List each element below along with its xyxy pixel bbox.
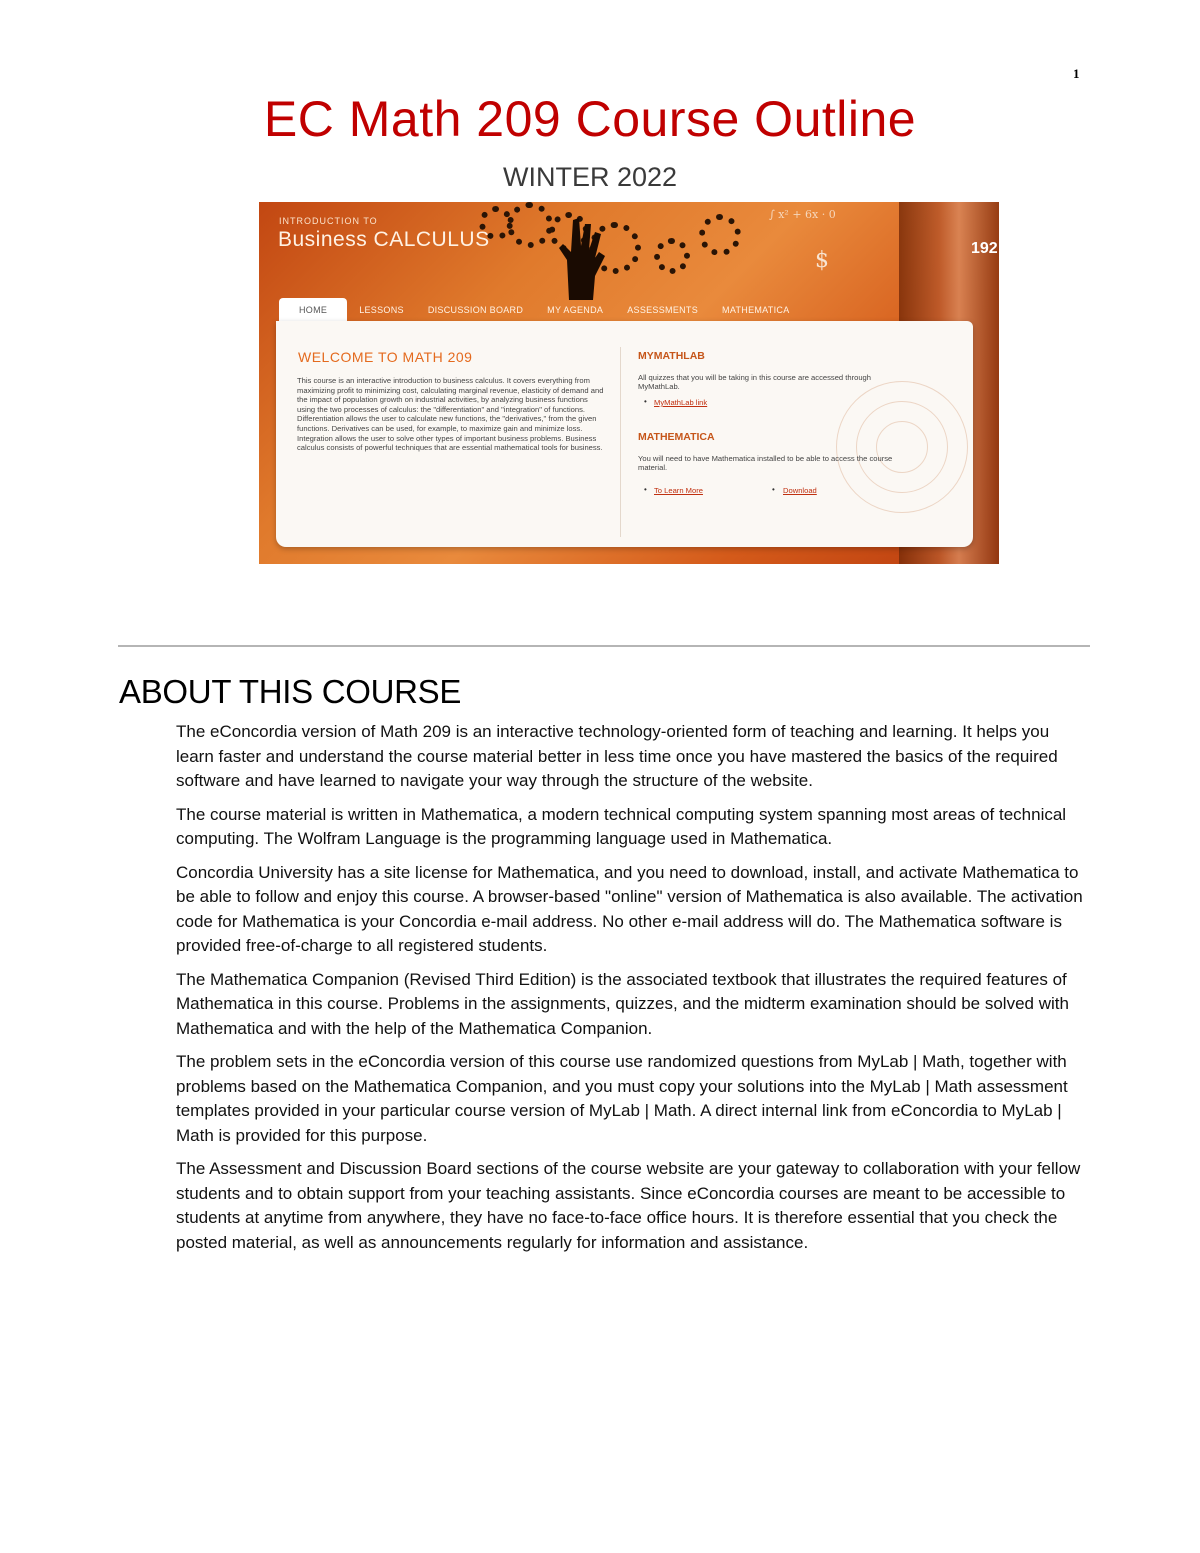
- paragraph: The Mathematica Companion (Revised Third Edition) is the associated textbook that illustrates the required features of Mathematica in this course. Problems in the assignments, quizzes, and the midterm examination should be solved with Mathematica and with the help of the Mathematica Companion.: [176, 969, 1069, 1038]
- page-subtitle: WINTER 2022: [502, 162, 678, 192]
- about-body: [176, 720, 1091, 1264]
- mathematica-text: You will need to have Mathematica installed to be able to access the course material.: [638, 454, 893, 473]
- tab-discussion-board[interactable]: DISCUSSION BOARD: [427, 305, 524, 315]
- course-nav-tabs: [279, 298, 802, 322]
- gear-icon: [699, 214, 741, 256]
- course-website-screenshot: [259, 202, 999, 564]
- mathematica-title: MATHEMATICA: [638, 431, 715, 443]
- page-number: 1: [1073, 66, 1080, 81]
- gear-icon: [654, 238, 690, 274]
- bullet: •: [644, 485, 647, 494]
- panel-divider: [620, 347, 621, 537]
- bullet: •: [644, 397, 647, 406]
- tab-lessons[interactable]: LESSONS: [359, 305, 404, 315]
- math-symbols-decoration: ∫ x² + 6x · 0: [769, 208, 836, 221]
- banner-heading: Business CALCULUS: [278, 228, 490, 251]
- section-divider: [118, 645, 1090, 647]
- bullet: •: [772, 485, 775, 494]
- math-symbols-decoration: $: [815, 248, 829, 273]
- tab-home[interactable]: HOME: [279, 298, 347, 322]
- paragraph: The eConcordia version of Math 209 is an interactive technology-oriented form of teaching and learning. It helps you learn faster and understand the course material better in less time once you have mastered the basics of the required software and have learned to navigate your way through the structure of the website.: [176, 722, 1058, 790]
- hand-illustration: [539, 210, 619, 300]
- section-heading: ABOUT THIS COURSE: [119, 673, 462, 710]
- home-content-panel: [276, 321, 973, 547]
- mymathlab-text: All quizzes that you will be taking in this course are accessed through MyMathLab.: [638, 373, 871, 392]
- math-symbols-decoration: 192: [971, 240, 998, 257]
- learn-more-link[interactable]: To Learn More: [654, 486, 703, 495]
- download-link[interactable]: Download: [783, 486, 817, 495]
- mymathlab-link[interactable]: MyMathLab link: [654, 398, 708, 407]
- welcome-text: This course is an interactive introduction to business calculus. It covers everything from maximizing profit to minimizing cost, calculating marginal revenue, elasticity of demand and the impact of population growth on industrial activities, by analyzing business functions using the two processes of calculus: the "differentiation" and "integration" of functions. Differentiation allows the user to calculate new functions, the "derivatives," from the given functions. Derivatives can be used, for example, to maximize gain and minimize loss. Integration allows the user to solve other types of important business problems. Business calculus consists of powerful techniques that are essential mathematical tools for business.: [297, 376, 604, 453]
- paragraph: The Assessment and Discussion Board sections of the course website are your gateway to collaboration with your fellow students and to obtain support from your teaching assistants. Since eConcordia courses are meant to be accessible to students at anytime from anywhere, they have no face-to-face office hours. It is therefore essential that you check the posted material, as well as announcements regularly for information and assistance.: [176, 1159, 1081, 1252]
- paragraph: Concordia University has a site license for Mathematica, and you need to download, install, and activate Mathematica to be able to follow and enjoy this course. A browser-based "online" version of Mathematica is also available. The activation code for Mathematica is your Concordia e-mail address. No other e-mail address will do. The Mathematica software is provided free-of-charge to all registered students.: [176, 862, 1083, 955]
- tab-assessments[interactable]: ASSESSMENTS: [627, 305, 699, 315]
- tab-mathematica[interactable]: MATHEMATICA: [722, 305, 790, 315]
- paragraph: The problem sets in the eConcordia version of this course use randomized questions from MyLab | Math, together with problems based on the Mathematica Companion, and you must copy your solutions into the MyLab | Math assessment templates provided in your particular course version of MyLab | Math. A direct internal link from eConcordia to MyLab | Math is provided for this purpose.: [176, 1052, 1068, 1145]
- paragraph: The course material is written in Mathematica, a modern technical computing system spanning most areas of technical computing. The Wolfram Language is the programming language used in Mathematica.: [176, 804, 1067, 848]
- tab-my-agenda[interactable]: MY AGENDA: [547, 305, 604, 315]
- mymathlab-title: MYMATHLAB: [638, 350, 705, 362]
- welcome-title: WELCOME TO MATH 209: [298, 349, 473, 365]
- banner-subheading: INTRODUCTION TO: [279, 216, 378, 226]
- page-title: EC Math 209 Course Outline: [263, 91, 917, 147]
